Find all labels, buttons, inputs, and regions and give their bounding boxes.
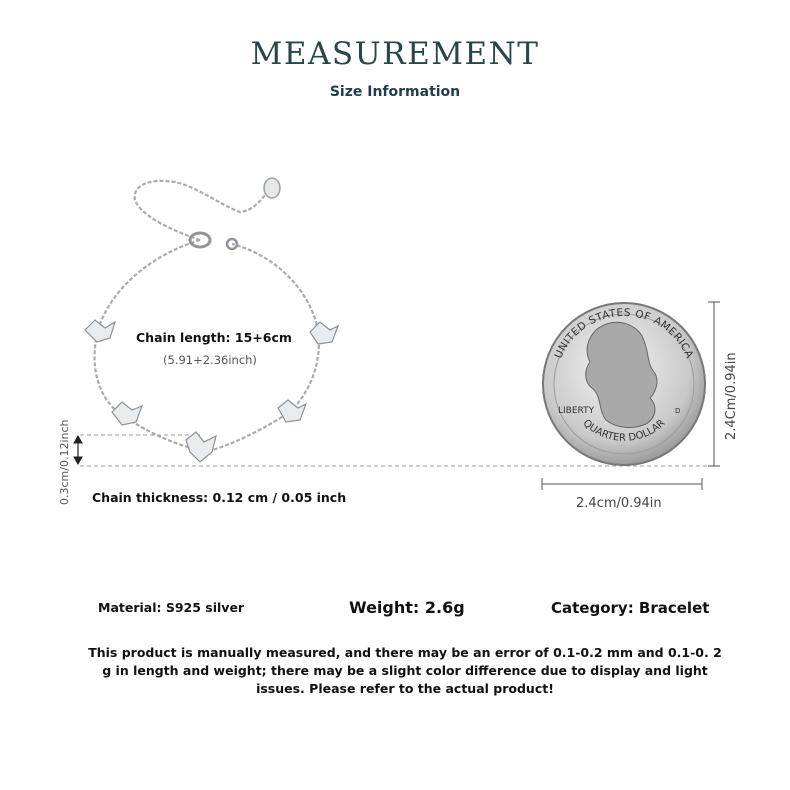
coin-mint-mark: D bbox=[675, 407, 681, 415]
material-spec: Material: S925 silver bbox=[98, 600, 245, 615]
chain-length-inch: (5.91+2.36inch) bbox=[163, 353, 257, 367]
disclaimer-text: This product is manually measured, and there may be an error of 0.1-0.2 mm and 0.1-0. 2 g in length and weight; there may be a slight color difference due to display and light issues. Please refer to the actual product! bbox=[88, 645, 722, 696]
coin-liberty-text: LIBERTY bbox=[558, 406, 595, 416]
weight-spec: Weight: 2.6g bbox=[349, 598, 465, 617]
coin-height-label: 2.4Cm/0.94in bbox=[724, 352, 739, 440]
coin-rim-top-text: UNITED STATES OF AMERICA bbox=[552, 306, 696, 361]
svg-text:UNITED STATES OF AMERICA bbox=[552, 307, 695, 361]
chain-length-label: Chain length: 15+6cm bbox=[136, 330, 292, 345]
page-title: MEASUREMENT bbox=[250, 36, 540, 72]
thickness-vertical-label: 0.3cm/0.12inch bbox=[58, 419, 71, 505]
category-spec: Category: Bracelet bbox=[551, 599, 710, 617]
page-subtitle: Size Information bbox=[329, 84, 461, 100]
coin-width-label: 2.4cm/0.94in bbox=[576, 496, 662, 511]
svg-text:QUARTER DOLLAR bbox=[581, 418, 668, 444]
chain-thickness-label: Chain thickness: 0.12 cm / 0.05 inch bbox=[92, 490, 347, 505]
coin-rim-bottom-text: QUARTER DOLLAR bbox=[580, 417, 668, 444]
